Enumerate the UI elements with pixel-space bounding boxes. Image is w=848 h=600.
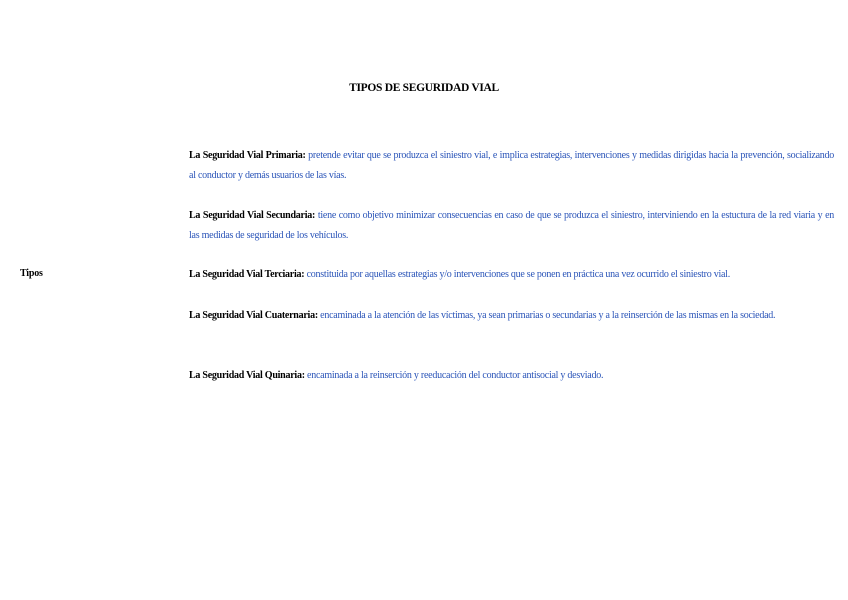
entry-term: La Seguridad Vial Cuaternaria: <box>189 310 318 321</box>
seguridad-vial-primaria-entry <box>189 146 834 185</box>
seguridad-vial-secundaria-entry <box>189 206 834 245</box>
entry-description: tiene como objetivo minimizar consecuencias en caso de que se produzca el siniestro, interviniendo en la estuctura de la red viaria y en las medidas de seguridad de los vehículos. <box>189 210 835 241</box>
entry-description: encaminada a la atención de las víctimas, ya sean primarias o secundarias y a la reinserción de las mismas en la sociedad. <box>320 310 776 321</box>
entry-description: encaminada a la reinserción y reeducación del conductor antisocial y desviado. <box>307 370 604 381</box>
seguridad-vial-cuaternaria-entry <box>189 306 834 326</box>
seguridad-vial-quinaria-entry <box>189 366 834 386</box>
row-label-tipos: Tipos <box>20 268 43 279</box>
entry-description: pretende evitar que se produzca el siniestro vial, e implica estrategias, intervenciones y medidas dirigidas hacia la prevención, socializando al conductor y demás usuarios de las vías. <box>189 150 835 181</box>
page-title: TIPOS DE SEGURIDAD VIAL <box>349 82 499 94</box>
entry-term: La Seguridad Vial Primaria: <box>189 150 306 161</box>
seguridad-vial-terciaria-entry <box>189 265 834 285</box>
entry-term: La Seguridad Vial Quinaria: <box>189 370 305 381</box>
entry-term: La Seguridad Vial Secundaria: <box>189 210 316 221</box>
entry-term: La Seguridad Vial Terciaria: <box>189 269 305 280</box>
entry-description: constituida por aquellas estrategias y/o intervenciones que se ponen en práctica una vez ocurrido el siniestro vial. <box>306 269 730 280</box>
